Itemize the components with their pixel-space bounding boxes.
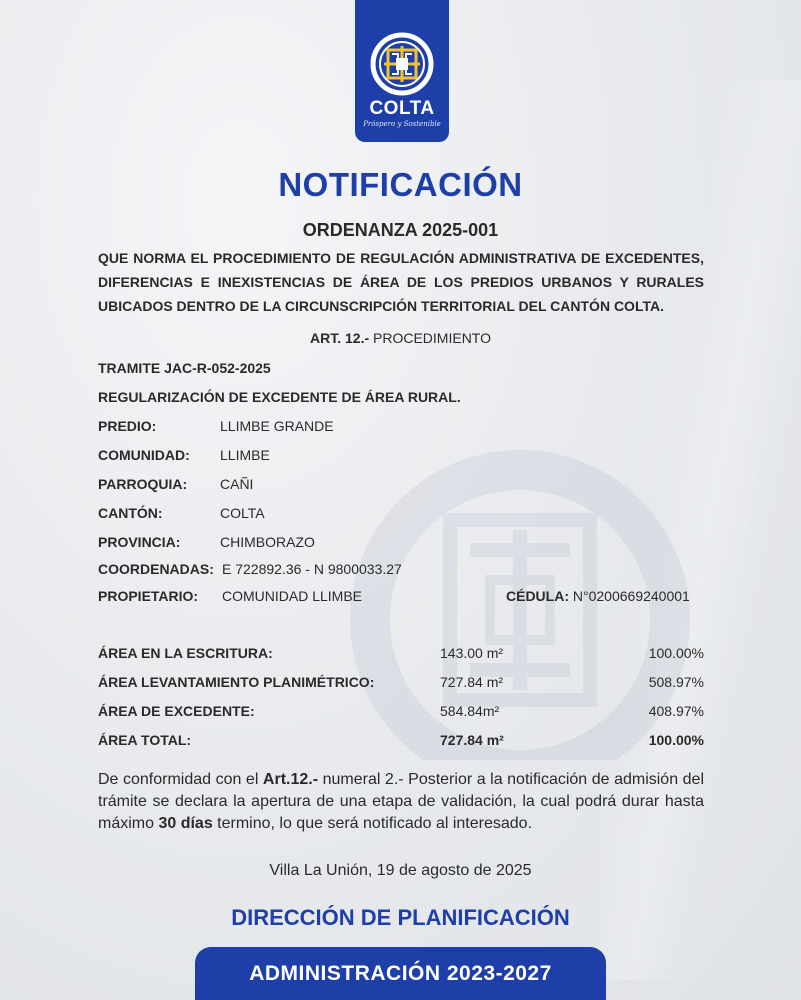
regularizacion-title: REGULARIZACIÓN DE EXCEDENTE DE ÁREA RURAL. xyxy=(98,389,461,405)
propietario-value: COMUNIDAD LLIMBE xyxy=(222,588,363,604)
administracion-label: ADMINISTRACIÓN 2023-2027 xyxy=(249,962,552,985)
article-label: ART. 12.- xyxy=(310,330,370,346)
paragraph-article-ref: Art.12.- xyxy=(262,771,319,788)
area-value: 727.84 m² xyxy=(440,674,504,690)
article-text: PROCEDIMIENTO xyxy=(369,330,491,346)
area-percent: 100.00% xyxy=(648,645,704,661)
comunidad-value: LLIMBE xyxy=(220,447,270,463)
predio-value: LLIMBE GRANDE xyxy=(220,418,334,434)
tramite-number: TRAMITE JAC-R-052-2025 xyxy=(98,360,271,376)
direccion-heading: DIRECCIÓN DE PLANIFICACIÓN xyxy=(231,905,570,930)
area-label: ÁREA DE EXCEDENTE: xyxy=(98,703,255,719)
propietario-label: PROPIETARIO: xyxy=(98,588,199,604)
paragraph-text: De conformidad con el xyxy=(98,771,263,788)
area-percent: 508.97% xyxy=(648,674,704,690)
ordenanza-heading: ORDENANZA 2025-001 xyxy=(302,220,499,240)
article-line xyxy=(0,330,801,346)
area-row xyxy=(98,674,704,694)
coordenadas-value: E 722892.36 - N 9800033.27 xyxy=(222,561,402,577)
paragraph-text: termino, lo que será notificado al interesado. xyxy=(212,815,533,832)
place-date: Villa La Unión, 19 de agosto de 2025 xyxy=(269,862,532,879)
area-label: ÁREA LEVANTAMIENTO PLANIMÉTRICO: xyxy=(98,674,375,690)
area-label: ÁREA TOTAL: xyxy=(98,732,192,748)
area-percent: 100.00% xyxy=(648,732,704,748)
area-value: 727.84 m² xyxy=(440,732,504,748)
administracion-banner xyxy=(195,947,606,1000)
predio-label: PREDIO: xyxy=(98,418,157,434)
canton-label: CANTÓN: xyxy=(98,505,163,521)
parroquia-value: CAÑI xyxy=(220,476,254,492)
area-percent: 408.97% xyxy=(648,703,704,719)
colta-logo xyxy=(355,0,449,142)
area-total-row xyxy=(98,732,704,752)
ordenanza-description: QUE NORMA EL PROCEDIMIENTO DE REGULACIÓN ADMINISTRATIVA DE EXCEDENTES, DIFERENCIAS E INEXISTENCIAS DE ÁREA DE LOS PREDIOS URBANOS Y RURALES UBICADOS DENTRO DE LA CIRCUNSCRIPCIÓN TERRITORIAL DEL CANTÓN COLTA. xyxy=(98,250,704,314)
area-value: 584.84m² xyxy=(440,703,500,719)
paragraph-days: 30 días xyxy=(158,815,213,832)
logo-name: COLTA xyxy=(369,98,435,119)
cedula xyxy=(506,588,690,604)
canton-value: COLTA xyxy=(220,505,265,521)
page-title: NOTIFICACIÓN xyxy=(278,166,523,203)
area-value: 143.00 m² xyxy=(440,645,504,661)
cedula-label: CÉDULA: xyxy=(506,588,569,604)
paragraph-text: numeral 2.- Posterior a la notificación de admisión del trámite se declara la apertura de una etapa de validación, la cual podrá durar hasta máximo xyxy=(98,771,704,832)
cedula-value: N°0200669240001 xyxy=(572,588,690,604)
area-row xyxy=(98,645,704,665)
colta-emblem-icon xyxy=(370,32,434,96)
provincia-value: CHIMBORAZO xyxy=(220,534,315,550)
comunidad-label: COMUNIDAD: xyxy=(98,447,190,463)
area-row xyxy=(98,703,704,723)
parroquia-label: PARROQUIA: xyxy=(98,476,188,492)
coordenadas-label: COORDENADAS: xyxy=(98,561,214,577)
provincia-label: PROVINCIA: xyxy=(98,534,181,550)
notice-paragraph xyxy=(98,769,704,835)
area-label: ÁREA EN LA ESCRITURA: xyxy=(98,645,273,661)
logo-tagline: Próspero y Sostenible xyxy=(363,120,441,128)
